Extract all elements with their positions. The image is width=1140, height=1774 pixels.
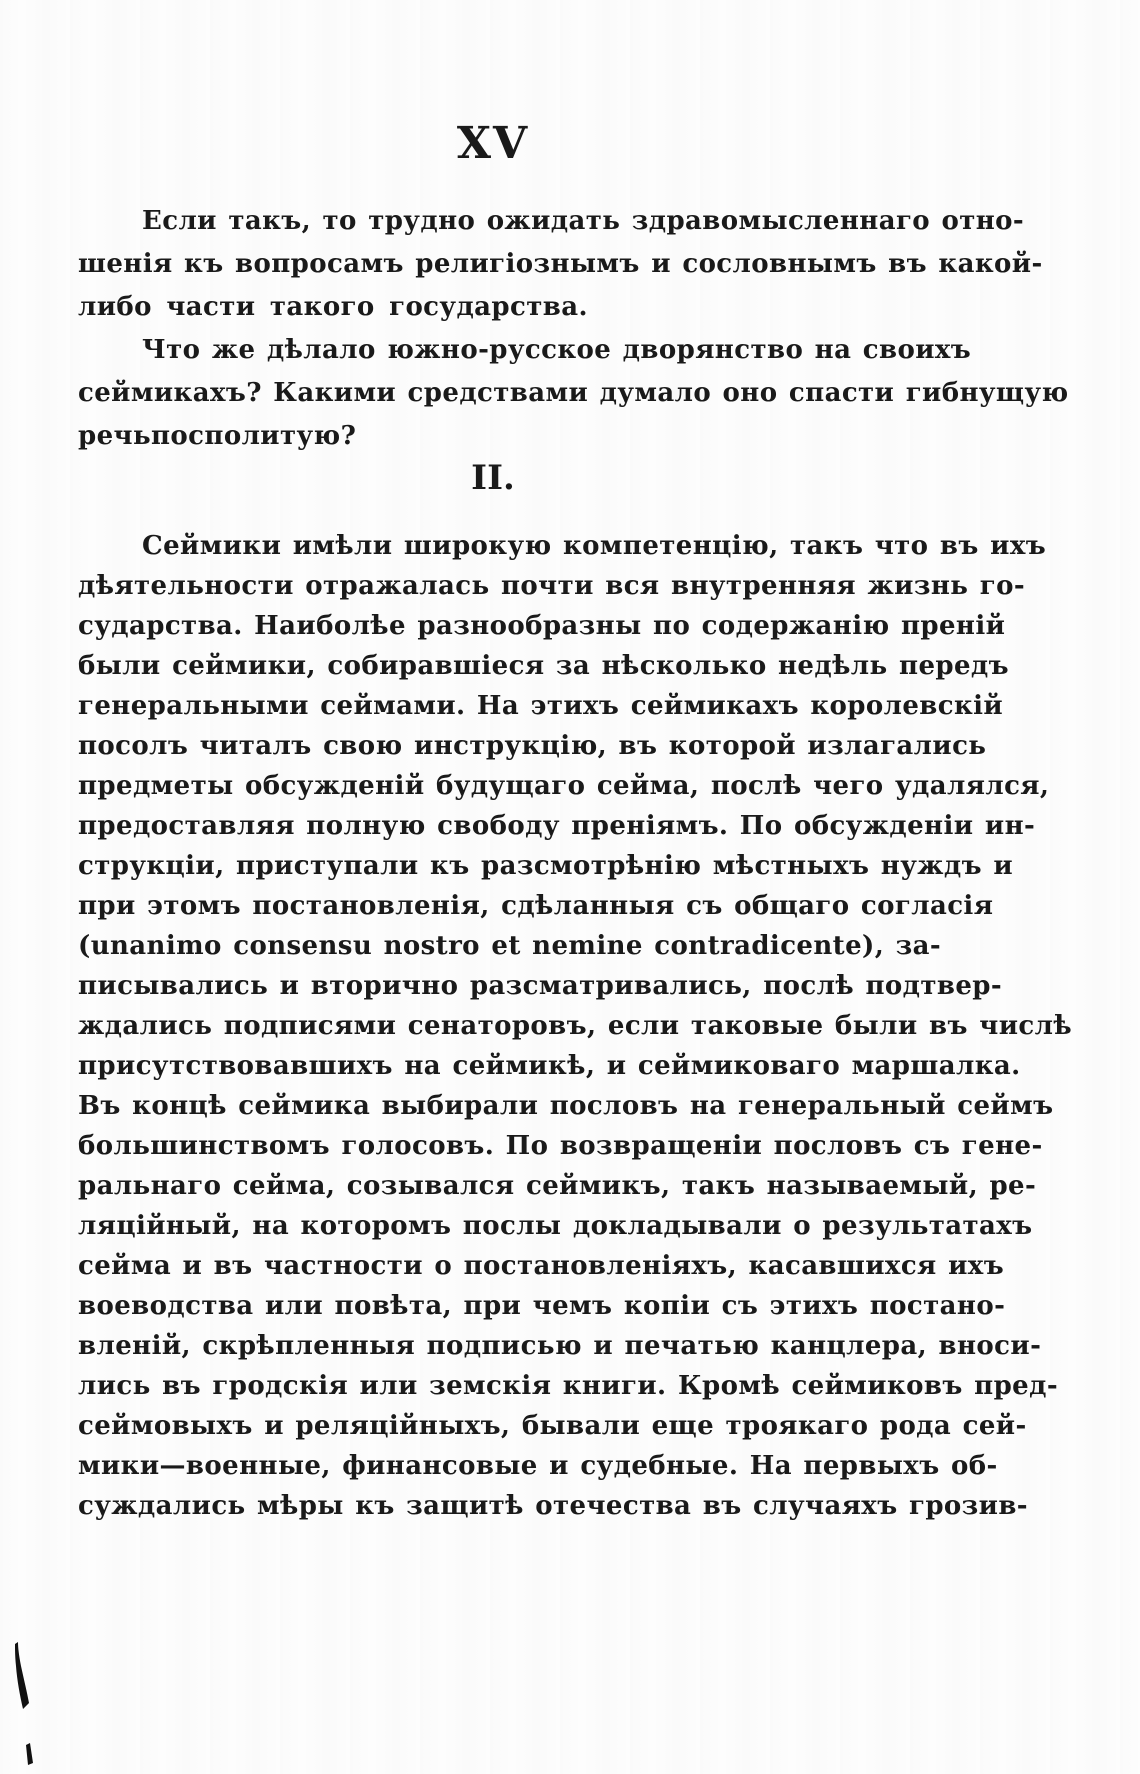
- text-line: шенія къ вопросамъ религіознымъ и сословнымъ въ какой-: [78, 249, 1043, 279]
- text-line: сударства. Наиболѣе разнообразны по содержанію преній: [78, 611, 1006, 641]
- text-line: сеймовыхъ и реляційныхъ, бывали еще троякаго рода сей-: [78, 1411, 1027, 1441]
- text-line: предметы обсужденій будущаго сейма, послѣ чего удалялся,: [78, 771, 1050, 801]
- text-block: [78, 118, 1073, 1526]
- text-line: посолъ читалъ свою инструкцію, въ которой излагались: [78, 731, 987, 761]
- paragraph-intro-2: [78, 329, 1069, 458]
- text-line: писывались и вторично разсматривались, послѣ подтвер-: [78, 971, 1003, 1001]
- ink-stroke-large: [15, 1642, 29, 1709]
- text-line: воеводства или повѣта, при чемъ копіи съ этихъ постано-: [78, 1291, 1006, 1321]
- text-line: при этомъ постановленія, сдѣланныя съ общаго согласія: [78, 891, 994, 921]
- text-line: ляційный, на которомъ послы докладывали о результатахъ: [78, 1211, 1033, 1241]
- section-heading: II.: [471, 458, 515, 498]
- text-line: лись въ гродскія или земскія книги. Кромѣ сеймиковъ пред-: [78, 1371, 1059, 1401]
- text-line: ждались подписями сенаторовъ, если таковые были въ числѣ: [78, 1011, 1073, 1041]
- text-line: мики—военные, финансовые и судебные. На первыхъ об-: [78, 1451, 998, 1481]
- text-line: сейма и въ частности о постановленіяхъ, касавшихся ихъ: [78, 1251, 1005, 1281]
- text-line: генеральными сеймами. На этихъ сеймикахъ королевскій: [78, 691, 1004, 721]
- text-line: большинствомъ голосовъ. По возвращеніи пословъ съ гене-: [78, 1131, 1043, 1161]
- page-number: XV: [456, 118, 530, 169]
- text-line: сеймикахъ? Какими средствами думало оно спасти гибнущую: [78, 378, 1069, 408]
- text-line: присутствовавшихъ на сеймикѣ, и сеймиковаго маршалка.: [78, 1051, 1021, 1081]
- text-line: дѣятельности отражалась почти вся внутренняя жизнь го-: [78, 571, 1026, 601]
- text-line: струкціи, приступали къ разсмотрѣнію мѣстныхъ нуждъ и: [78, 851, 1014, 881]
- text-line: Въ концѣ сеймика выбирали пословъ на генеральный сеймъ: [78, 1091, 1054, 1121]
- paragraph-section-body: [78, 526, 1073, 1526]
- text-line: речьпосполитую?: [78, 421, 357, 451]
- text-line: Если такъ, то трудно ожидать здравомысленнаго отно-: [142, 206, 1025, 236]
- text-line: были сеймики, собиравшіеся за нѣсколько недѣль передъ: [78, 651, 1009, 681]
- text-line: предоставляя полную свободу преніямъ. По обсужденіи ин-: [78, 811, 1036, 841]
- ink-smudge-marks: [0, 1630, 60, 1774]
- text-line: суждались мѣры къ защитѣ отечества въ случаяхъ грозив-: [78, 1491, 1028, 1521]
- text-line: Что же дѣлало южно-русское дворянство на своихъ: [142, 335, 972, 365]
- text-line: вленій, скрѣпленныя подписью и печатью канцлера, вноси-: [78, 1331, 1042, 1361]
- text-line: (unanimo consensu nostro et nemine contradicente), за-: [78, 931, 942, 961]
- text-line: либо части такого государства.: [78, 292, 588, 322]
- ink-stroke-small: [26, 1743, 33, 1765]
- text-line: ральнаго сейма, созывался сеймикъ, такъ называемый, ре-: [78, 1171, 1037, 1201]
- text-line: Сеймики имѣли широкую компетенцію, такъ что въ ихъ: [142, 531, 1047, 561]
- paragraph-intro-1: [78, 200, 1043, 329]
